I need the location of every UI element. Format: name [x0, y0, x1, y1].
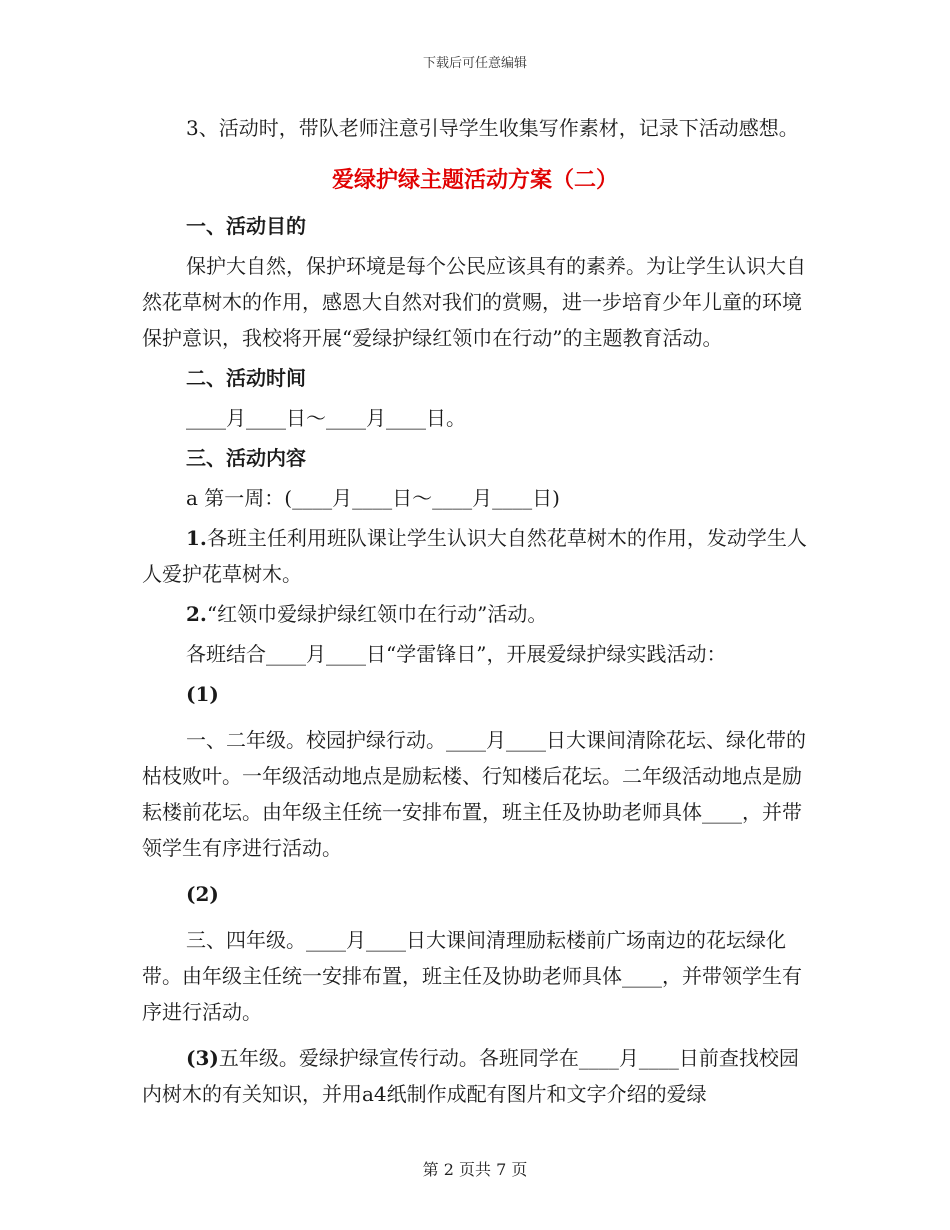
paragraph-time: ____月____日～____月____日。: [186, 406, 466, 430]
heading-content: 三、活动内容: [186, 446, 306, 470]
paragraph-week-one: a 第一周：(____月____日～____月____日): [186, 486, 560, 510]
item-text: “红领巾爱绿护绿红领巾在行动”活动。: [206, 602, 548, 626]
paragraph-grade-5: [142, 1040, 808, 1112]
item-number: 2.: [186, 602, 207, 626]
paragraph-practice: 各班结合____月____日“学雷锋日”，开展爱绿护绿实践活动：: [186, 642, 727, 666]
paragraph-grade-1-2: 一、二年级。校园护绿行动。____月____日大课间清除花坛、绿化带的枯枝败叶。一年级活动地点是励耘楼、行知楼后花坛。二年级活动地点是励耘楼前花坛。由年级主任统一安排布置，班主任及协助老师具体____，并带领学生有序进行活动。: [142, 728, 806, 860]
item-text: 五年级。爱绿护绿宣传行动。各班同学在____月____日前查找校园内树木的有关知识，并用a4纸制作成配有图片和文字介绍的爱绿: [142, 1046, 799, 1106]
document-title: 爱绿护绿主题活动方案（二）: [331, 167, 618, 193]
paragraph-item-2: [142, 596, 808, 632]
paragraph-item-1: [142, 520, 808, 592]
paragraph-grade-3-4: 三、四年级。____月____日大课间清理励耘楼前广场南边的花坛绿化带。由年级主任统一安排布置，班主任及协助老师具体____，并带领学生有序进行活动。: [142, 928, 802, 1024]
heading-time: 二、活动时间: [186, 366, 306, 390]
paragraph-purpose: 保护大自然，保护环境是每个公民应该具有的素养。为让学生认识大自然花草树木的作用，感恩大自然对我们的赏赐，进一步培育少年儿童的环境保护意识，我校将开展“爱绿护绿红领巾在行动”的主题教育活动。: [142, 254, 806, 350]
page-header: 下载后可任意编辑: [422, 56, 527, 71]
document-body: [142, 110, 808, 1112]
subitem-1-label: (1): [186, 682, 219, 706]
page-footer: 第 2 页共 7 页: [422, 1160, 528, 1179]
item-number: 1.: [186, 526, 207, 550]
subitem-2-label: (2): [186, 882, 219, 906]
heading-purpose: 一、活动目的: [186, 214, 306, 238]
paragraph-activity-note: 3、活动时，带队老师注意引导学生收集写作素材，记录下活动感想。: [186, 116, 799, 140]
item-number: (3): [186, 1046, 219, 1070]
item-text: 各班主任利用班队课让学生认识大自然花草树木的作用，发动学生人人爱护花草树木。: [142, 526, 807, 586]
